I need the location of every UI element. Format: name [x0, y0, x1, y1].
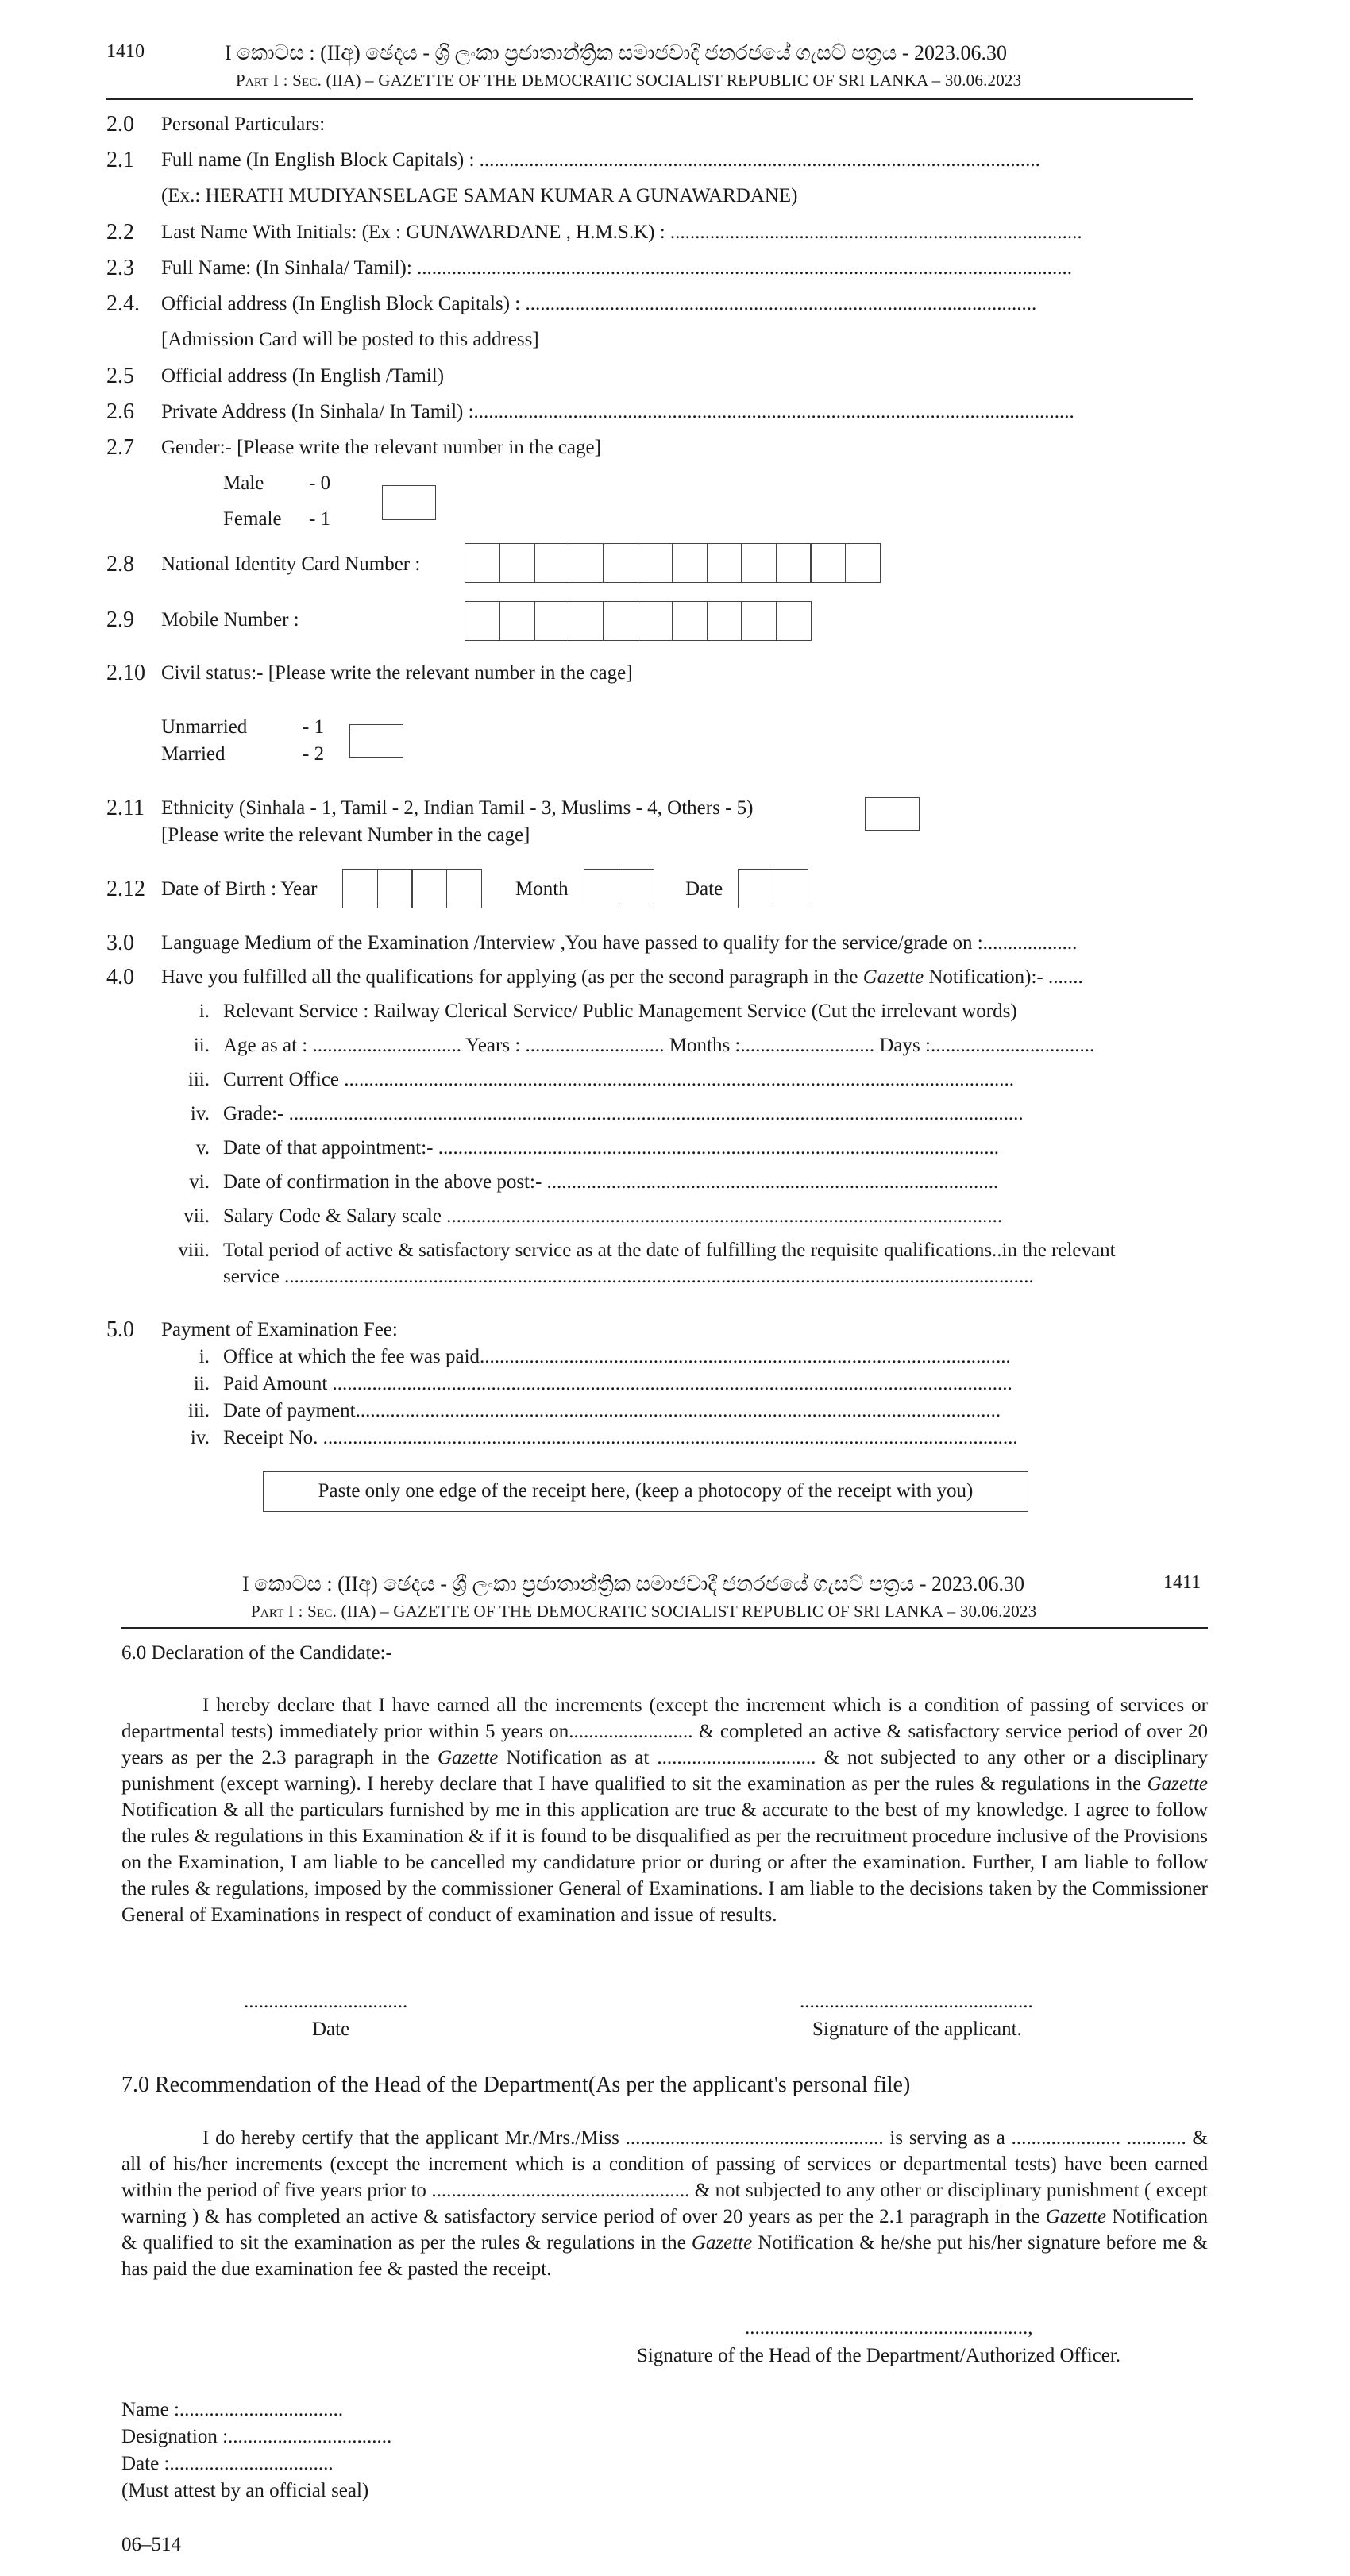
head-signature-label: Signature of the Head of the Department/Authorized Officer.: [637, 2345, 1121, 2366]
gender-code-female: - 1: [309, 508, 331, 530]
field-number: 2.3: [106, 256, 134, 280]
last-name-initials-field[interactable]: Last Name With Initials: (Ex : GUNAWARDANE , H.M.S.K) : ...................................................................................: [161, 222, 1082, 243]
head-signature-line[interactable]: .........................................................,: [745, 2317, 1033, 2339]
dob-month-boxes[interactable]: [584, 869, 654, 908]
nic-boxes[interactable]: [465, 543, 881, 583]
item-numeral: iv.: [190, 1103, 210, 1124]
confirmation-date-field[interactable]: Date of confirmation in the above post:- ...........................................................................................: [223, 1171, 999, 1193]
declaration-date-line[interactable]: .................................: [244, 1991, 408, 2012]
page-number: 1410: [106, 41, 145, 62]
civil-code-married: - 2: [303, 743, 325, 765]
item-numeral: v.: [195, 1137, 210, 1159]
item-numeral: iv.: [190, 1427, 210, 1448]
civil-status-label: Civil status:- [Please write the relevant number in the cage]: [161, 662, 633, 684]
section-number: 4.0: [106, 965, 134, 989]
gazette-header-sinhala: I කොටස : (IIඅ) ඡෙදය - ශ්‍රී ලංකා ප්‍රජාතාන්ත්‍රික සමාජවාදී ජනරජයේ ගැසට් පත්‍රය - 2023.06.30: [225, 41, 1008, 64]
field-number: 2.6: [106, 399, 134, 424]
nic-label: National Identity Card Number :: [161, 553, 421, 575]
current-office-field[interactable]: Current Office .......................................................................................................................................: [223, 1069, 1015, 1090]
item-numeral: iii.: [187, 1400, 210, 1421]
payment-date-field[interactable]: Date of payment..................................................................................................................................: [223, 1400, 1001, 1421]
service-period-continuation[interactable]: service .......................................................................................................................................................: [223, 1266, 1034, 1287]
dob-date-label: Date: [685, 878, 723, 900]
salary-code-field[interactable]: Salary Code & Salary scale ................................................................................................................: [223, 1205, 1003, 1227]
field-number: 2.11: [106, 796, 145, 820]
mobile-label: Mobile Number :: [161, 609, 299, 631]
applicant-signature-line[interactable]: ...............................................: [800, 1991, 1033, 2012]
officer-date-field[interactable]: Date :.................................: [122, 2453, 334, 2474]
ethnicity-label: Ethnicity (Sinhala - 1, Tamil - 2, Indian Tamil - 3, Muslims - 4, Others - 5): [161, 797, 754, 819]
full-name-sinhala-tamil-field[interactable]: Full Name: (In Sinhala/ Tamil): ....................................................................................................................................: [161, 257, 1073, 279]
field-number: 2.5: [106, 364, 134, 388]
item-numeral: iii.: [187, 1069, 210, 1090]
section-number: 2.0: [106, 112, 134, 137]
item-numeral: vii.: [183, 1205, 210, 1227]
gender-code-male: - 0: [309, 472, 331, 494]
field-number: 2.9: [106, 607, 134, 632]
recommendation-title: 7.0 Recommendation of the Head of the Department(As per the applicant's personal file): [122, 2073, 911, 2097]
item-numeral: i.: [199, 1346, 210, 1367]
dob-month-label: Month: [515, 878, 569, 900]
footer-code: 06–514: [122, 2534, 181, 2555]
official-address-field[interactable]: Official address (In English Block Capitals) : .......................................................................................................: [161, 293, 1037, 314]
ethnicity-cage[interactable]: [865, 797, 920, 831]
declaration-paragraph: I hereby declare that I have earned all the increments (except the increment which is a condition of passing of services or departmental tests) immediately prior within 5 years on......................... & completed an active & satisfactory service period of over 20 years as per the 2.3 paragraph in the Gazette Notification as at ................................ & not subjected to any other or a disciplinary punishment (except warning). I hereby declare that I have qualified to sit the examination as per the rules & regulations in the Gazette Notification & all the particulars furnished by me in this application are true & accurate to the best of my knowledge. I agree to follow the rules & regulations in this Examination & if it is found to be disqualified as per the recruitment procedure inclusive of the Provisions on the Examination, I am liable to be cancelled my candidature prior or during or after the examination. Further, I am liable to follow the rules & regulations, imposed by the commissioner General of Examinations. I am liable to the decisions taken by the Commissioner General of Examinations in respect of conduct of examination and issue of results.: [122, 1695, 1208, 1926]
field-number: 2.1: [106, 148, 134, 172]
fee-payment-title: Payment of Examination Fee:: [161, 1319, 398, 1340]
civil-status-cage[interactable]: [349, 724, 403, 758]
field-number: 2.7: [106, 435, 134, 460]
official-seal-note: (Must attest by an official seal): [122, 2480, 369, 2501]
item-numeral: ii.: [193, 1035, 210, 1056]
field-number: 2.4.: [106, 291, 140, 316]
civil-option-married: Married: [161, 743, 226, 765]
grade-field[interactable]: Grade:- ....................................................................................................................................................: [223, 1103, 1024, 1124]
section-number: 3.0: [106, 931, 134, 955]
item-numeral: vi.: [189, 1171, 210, 1193]
field-number: 2.8: [106, 552, 134, 577]
section-title: Personal Particulars:: [161, 114, 326, 135]
dob-year-boxes[interactable]: [342, 869, 482, 908]
page-number: 1411: [1163, 1572, 1202, 1593]
field-number: 2.12: [106, 877, 145, 901]
language-medium-field[interactable]: Language Medium of the Examination /Interview ,You have passed to qualify for the service/grade on :...................: [161, 932, 1078, 954]
declaration-title: 6.0 Declaration of the Candidate:-: [122, 1642, 392, 1664]
qualifications-question: Have you fulfilled all the qualifications for applying (as per the second paragraph in the Gazette Notification):- .......: [161, 966, 1083, 988]
paid-amount-field[interactable]: Paid Amount .........................................................................................................................................: [223, 1373, 1012, 1394]
gazette-header-english: Part I : Sec. (IIA) – GAZETTE OF THE DEMOCRATIC SOCIALIST REPUBLIC OF SRI LANKA – 30.06.2023: [236, 71, 1022, 90]
service-period-field[interactable]: Total period of active & satisfactory service as at the date of fulfilling the requisite qualifications..in the relevant: [223, 1240, 1116, 1261]
item-numeral: viii.: [178, 1240, 210, 1261]
officer-name-field[interactable]: Name :.................................: [122, 2399, 344, 2420]
receipt-paste-instruction: Paste only one edge of the receipt here, (keep a photocopy of the receipt with you): [318, 1480, 974, 1502]
gender-option-female: Female: [223, 508, 282, 530]
relevant-service-field[interactable]: Relevant Service : Railway Clerical Service/ Public Management Service (Cut the irrelevant words): [223, 1001, 1017, 1022]
field-number: 2.2: [106, 220, 134, 245]
gazette-header-sinhala: I කොටස : (IIඅ) ඡෙදය - ශ්‍රී ලංකා ප්‍රජාතාන්ත්‍රික සමාජවාදී ජනරජයේ ගැසට් පත්‍රය - 2023.06.30: [242, 1572, 1025, 1595]
gender-option-male: Male: [223, 472, 264, 494]
header-rule: [106, 98, 1193, 100]
gender-cage[interactable]: [382, 485, 436, 520]
item-numeral: i.: [199, 1001, 210, 1022]
recommendation-paragraph: I do hereby certify that the applicant Mr./Mrs./Miss .................................................... is serving as a ...................... ............ & all of his/her increments (except the increment which is a condition of passing of services or departmental tests) have been earned within the period of five years prior to .................................................... & not subjected to any other or disciplinary punishment ( except warning ) & has completed an active & satisfactory service period of over 20 years as per the 2.1 paragraph in the Gazette Notification & qualified to sit the examination as per the rules & regulations in the Gazette Notification & he/she put his/her signature before me & has paid the due examination fee & pasted the receipt.: [122, 2127, 1208, 2280]
private-address-field[interactable]: Private Address (In Sinhala/ In Tamil) :.........................................................................................................................: [161, 401, 1074, 422]
header-rule: [122, 1627, 1208, 1629]
gender-label: Gender:- [Please write the relevant number in the cage]: [161, 437, 601, 458]
age-field[interactable]: Age as at : .............................. Years : ............................ Months :........................... Days :.................................: [223, 1035, 1095, 1056]
mobile-boxes[interactable]: [465, 601, 812, 641]
full-name-example: (Ex.: HERATH MUDIYANSELAGE SAMAN KUMAR A GUNAWARDANE): [161, 185, 798, 206]
officer-designation-field[interactable]: Designation :.................................: [122, 2426, 392, 2447]
appointment-date-field[interactable]: Date of that appointment:- .................................................................................................................: [223, 1137, 1000, 1159]
ethnicity-note: [Please write the relevant Number in the cage]: [161, 824, 530, 846]
official-address-english-tamil-label: Official address (In English /Tamil): [161, 365, 445, 387]
dob-year-label: Date of Birth : Year: [161, 878, 318, 900]
full-name-field[interactable]: Full name (In English Block Capitals) : .................................................................................................................: [161, 149, 1040, 171]
admission-card-note: [Admission Card will be posted to this address]: [161, 329, 539, 350]
dob-date-boxes[interactable]: [738, 869, 808, 908]
field-number: 2.10: [106, 661, 145, 685]
item-numeral: ii.: [193, 1373, 210, 1394]
gazette-header-english: Part I : Sec. (IIA) – GAZETTE OF THE DEMOCRATIC SOCIALIST REPUBLIC OF SRI LANKA – 30.06.2023: [251, 1602, 1037, 1621]
civil-option-unmarried: Unmarried: [161, 716, 248, 738]
applicant-signature-label: Signature of the applicant.: [812, 2019, 1022, 2040]
declaration-date-label: Date: [312, 2019, 350, 2040]
fee-office-field[interactable]: Office at which the fee was paid...........................................................................................................: [223, 1346, 1011, 1367]
civil-code-unmarried: - 1: [303, 716, 325, 738]
section-number: 5.0: [106, 1317, 134, 1342]
receipt-number-field[interactable]: Receipt No. ............................................................................................................................................: [223, 1427, 1018, 1448]
